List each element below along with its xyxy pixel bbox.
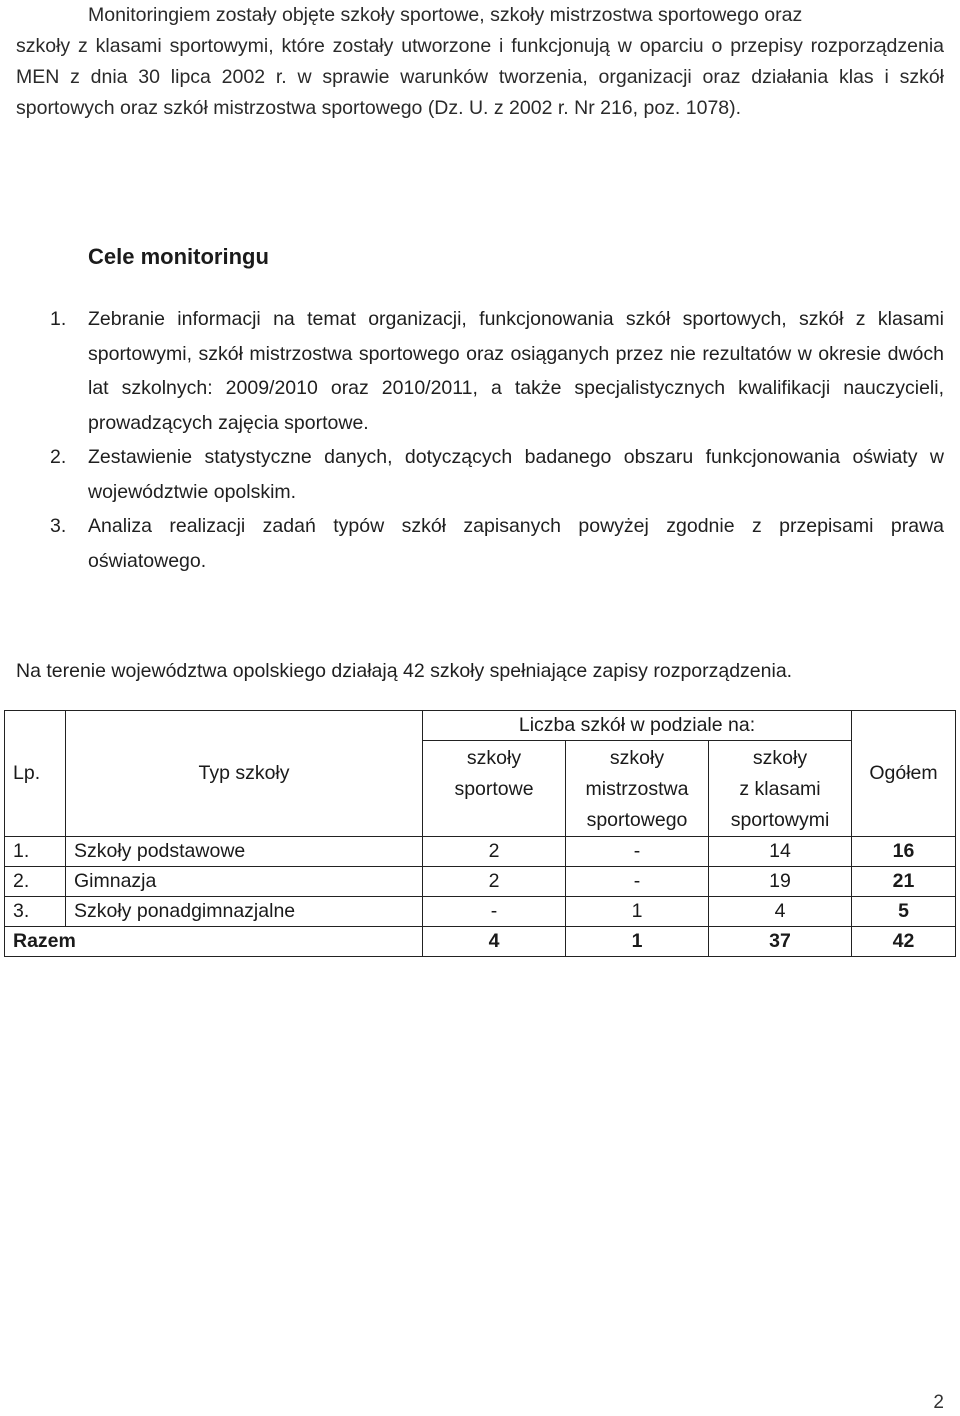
goal-text: Analiza realizacji zadań typów szkół zapisanych powyżej zgodnie z przepisami prawa oświatowego.	[88, 515, 944, 572]
goal-text: Zestawienie statystyczne danych, dotyczących badanego obszaru funkcjonowania oświaty w województwie opolskim.	[88, 446, 944, 503]
cell-mistrzostwa: 1	[566, 897, 709, 927]
cell-klasy: 4	[709, 897, 852, 927]
goal-number: 3.	[50, 515, 67, 537]
schools-table	[4, 710, 956, 957]
header-text: z klasami	[739, 778, 821, 800]
cell-lp: 3.	[5, 897, 66, 927]
header-text: sportowymi	[730, 809, 830, 831]
cell-lp: 2.	[5, 867, 66, 897]
cell-type: Szkoły podstawowe	[66, 837, 423, 867]
section-title: Cele monitoringu	[88, 244, 269, 269]
header-type: Typ szkoły	[66, 711, 423, 837]
table-sum-row	[5, 927, 956, 957]
cell-total: 5	[852, 897, 956, 927]
cell-sportowe: -	[423, 897, 566, 927]
header-text: sportowe	[454, 778, 534, 800]
cell-total: 16	[852, 837, 956, 867]
header-text: szkoły	[609, 747, 665, 769]
summary-sentence: Na terenie województwa opolskiego działają 42 szkoły spełniające zapisy rozporządzenia.	[16, 660, 793, 682]
goal-text: Zebranie informacji na temat organizacji, funkcjonowania szkół sportowych, szkół z klasami sportowymi, szkół mistrzostwa sportowego oraz osiąganych przez nie rezultatów w okresie dwóch lat szkolnych: 2009/2010 oraz 2010/2011, a także specjalistycznych kwalifikacji nauczycieli, prowadzących zajęcia sportowe.	[88, 308, 944, 434]
cell-mistrzostwa: -	[566, 867, 709, 897]
goal-item	[16, 302, 944, 440]
cell-type: Szkoły ponadgimnazjalne	[66, 897, 423, 927]
table-row	[5, 897, 956, 927]
cell-sum-sportowe: 4	[423, 927, 566, 957]
header-sport-class-schools	[709, 741, 852, 837]
header-sport-schools	[423, 741, 566, 837]
header-total: Ogółem	[852, 711, 956, 837]
goal-item	[16, 440, 944, 509]
intro-first-line: Monitoringiem zostały objęte szkoły sportowe, szkoły mistrzostwa sportowego oraz	[88, 4, 803, 26]
header-text: mistrzostwa	[585, 778, 689, 800]
header-text: szkoły	[466, 747, 522, 769]
header-championship-schools	[566, 741, 709, 837]
cell-sum-mistrzostwa: 1	[566, 927, 709, 957]
intro-paragraph	[16, 0, 944, 124]
cell-lp: 1.	[5, 837, 66, 867]
cell-klasy: 14	[709, 837, 852, 867]
table-row	[5, 837, 956, 867]
cell-sum-total: 42	[852, 927, 956, 957]
table-row	[5, 867, 956, 897]
header-text: sportowego	[586, 809, 688, 831]
header-text: szkoły	[752, 747, 808, 769]
cell-sportowe: 2	[423, 837, 566, 867]
header-group: Liczba szkół w podziale na:	[423, 711, 852, 741]
cell-sum-klasy: 37	[709, 927, 852, 957]
cell-klasy: 19	[709, 867, 852, 897]
goals-list	[16, 302, 944, 578]
cell-total: 21	[852, 867, 956, 897]
cell-mistrzostwa: -	[566, 837, 709, 867]
goal-item	[16, 509, 944, 578]
cell-sum-label: Razem	[5, 927, 423, 957]
cell-type: Gimnazja	[66, 867, 423, 897]
intro-continuation: szkoły z klasami sportowymi, które zostały utworzone i funkcjonują w oparciu o przepisy rozporządzenia MEN z dnia 30 lipca 2002 r. w sprawie warunków tworzenia, organizacji oraz działania klas i szkół sportowych oraz szkół mistrzostwa sportowego (Dz. U. z 2002 r. Nr 216, poz. 1078).	[16, 35, 944, 119]
cell-sportowe: 2	[423, 867, 566, 897]
page-number: 2	[933, 1392, 944, 1413]
table-header-row	[5, 711, 956, 741]
header-lp: Lp.	[5, 711, 66, 837]
goal-number: 1.	[50, 308, 67, 330]
goal-number: 2.	[50, 446, 67, 468]
